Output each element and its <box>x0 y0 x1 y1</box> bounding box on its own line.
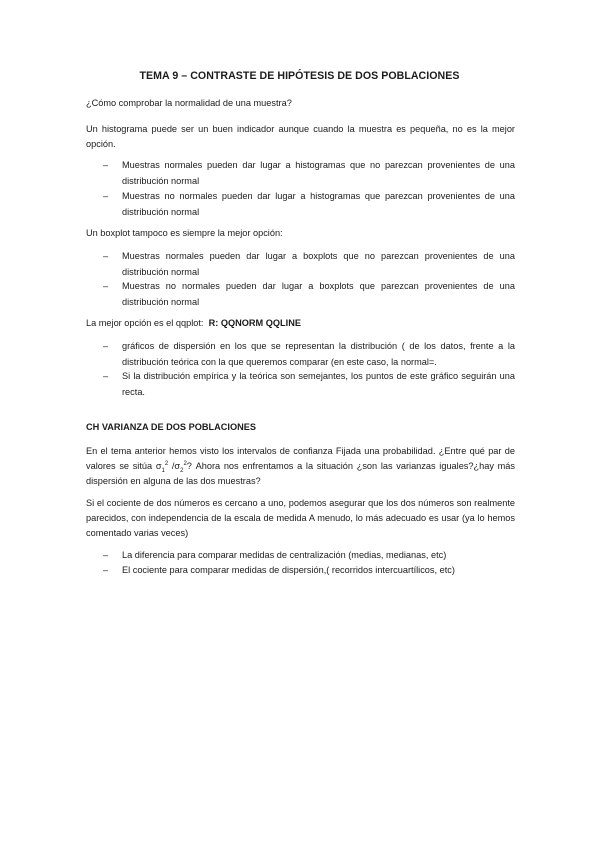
list-item-text: El cociente para comparar medidas de dispersión,( recorridos intercuartílicos, etc) <box>122 565 455 575</box>
list-item-text: Muestras no normales pueden dar lugar a histogramas que parezcan provenientes de una distribución normal <box>122 191 515 217</box>
dash-bullet: – <box>103 565 109 575</box>
paragraph-qqplot <box>86 316 515 331</box>
list-item-text: Muestras normales pueden dar lugar a histogramas que no parezcan provenientes de una distribución normal <box>122 160 515 186</box>
variance-text-end: ? Ahora nos enfrentamos a la situación ¿son las varianzas iguales?¿hay más dispersión en alguna de las dos muestras? <box>86 461 515 487</box>
qqplot-text: La mejor opción es el qqplot: <box>86 318 204 328</box>
paragraph-variance <box>86 444 515 490</box>
section-heading: CH VARIANZA DE DOS POBLACIONES <box>86 422 256 432</box>
paragraph-boxplot: Un boxplot tampoco es siempre la mejor opción: <box>86 228 283 238</box>
dash-bullet: – <box>103 341 109 351</box>
list-item-text: gráficos de dispersión en los que se representan la distribución ( de los datos, frente a la distribución teórica con la que queremos comparar (en este caso, la normal=. <box>122 341 515 367</box>
variance-text-start: En el tema anterior hemos visto los intervalos de confianza Fijada una probabilidad. ¿Entre qué par de valores se sitúa σ <box>86 446 515 472</box>
sigma-subscript-1: 1 <box>161 468 165 475</box>
sigma-superscript-2: 2 <box>183 461 187 468</box>
sigma-subscript-2: 2 <box>180 468 184 475</box>
list-item-text: Si la distribución empírica y la teórica son semejantes, los puntos de este gráfico seguirán una recta. <box>122 371 515 397</box>
qqplot-commands: R: QQNORM QQLINE <box>208 318 301 328</box>
sigma-superscript-1: 2 <box>164 461 169 468</box>
list-item-text: Muestras no normales pueden dar lugar a boxplots que parezcan provenientes de una distribución normal <box>122 281 515 307</box>
question-normality: ¿Cómo comprobar la normalidad de una muestra? <box>86 98 292 108</box>
paragraph-histogram: Un histograma puede ser un buen indicador aunque cuando la muestra es pequeña, no es la mejor opción. <box>86 124 515 150</box>
list-item-text: La diferencia para comparar medidas de centralización (medias, medianas, etc) <box>122 550 447 560</box>
dash-bullet: – <box>103 191 109 201</box>
dash-bullet: – <box>103 160 109 170</box>
dash-bullet: – <box>103 550 109 560</box>
variance-text-mid: /σ <box>168 461 181 472</box>
dash-bullet: – <box>103 371 109 381</box>
dash-bullet: – <box>103 281 109 291</box>
paragraph-quotient: Si el cociente de dos números es cercano a uno, podemos asegurar que los dos números son realmente parecidos, con independencia de la escala de medida A menudo, lo más adecuado es usar (ya lo hemos comentado varias veces) <box>86 498 515 539</box>
dash-bullet: – <box>103 251 109 261</box>
list-item-text: Muestras normales pueden dar lugar a boxplots que no parezcan provenientes de una distribución normal <box>122 251 515 277</box>
page-title: TEMA 9 – CONTRASTE DE HIPÓTESIS DE DOS POBLACIONES <box>139 70 460 82</box>
